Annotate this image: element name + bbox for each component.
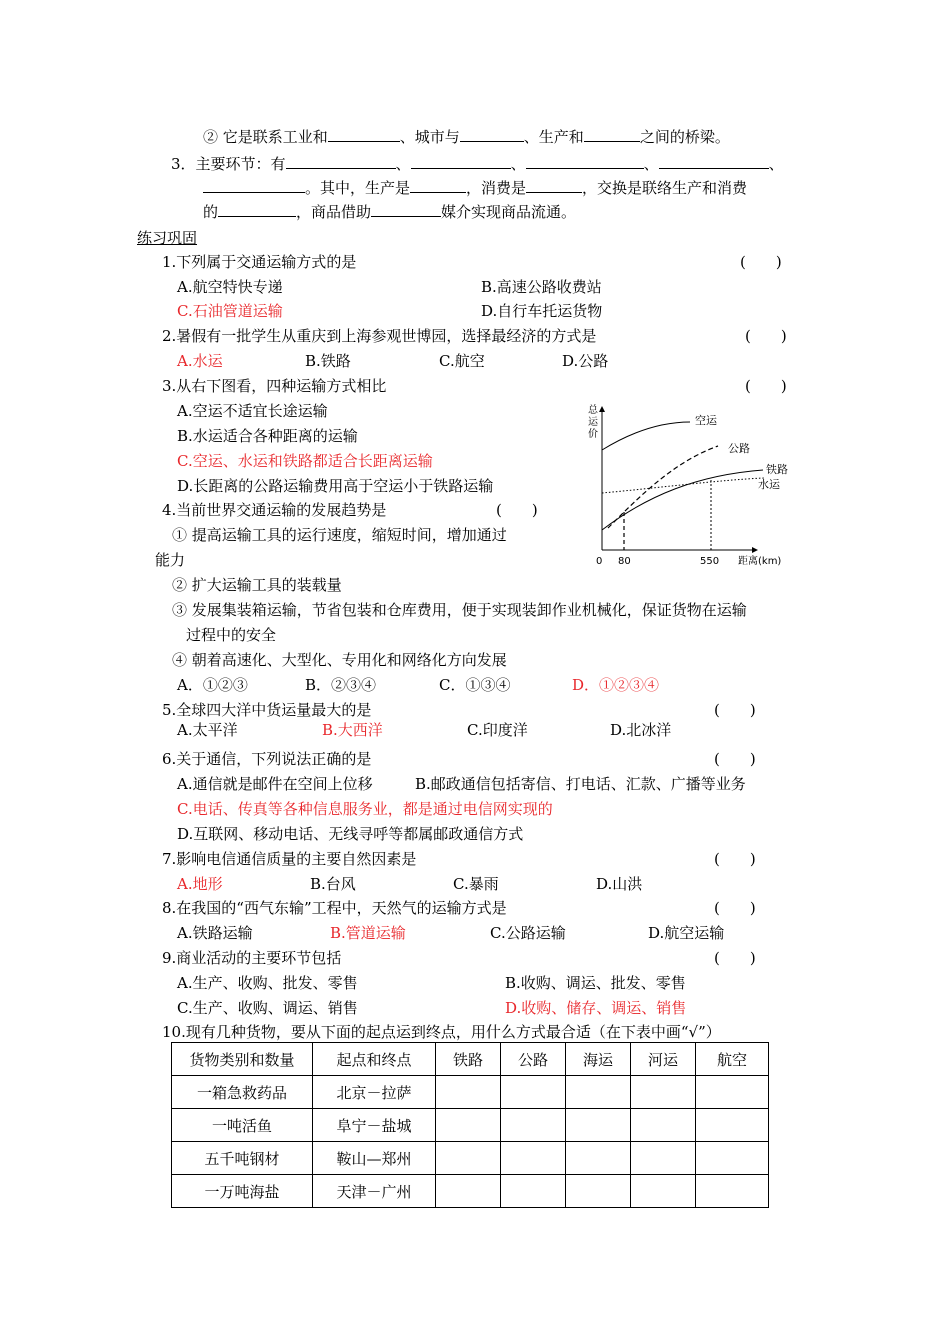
q3-option-a: A.空运不适宜长途运输 (177, 402, 328, 420)
check-cell[interactable] (501, 1076, 566, 1109)
q5-option-b: B.大西洋 (322, 721, 383, 739)
blank[interactable] (526, 154, 644, 169)
check-cell[interactable] (566, 1109, 631, 1142)
answer-paren[interactable]: ( ) (714, 949, 756, 967)
check-cell[interactable] (566, 1142, 631, 1175)
q5-option-d: D.北冰洋 (610, 721, 672, 739)
q4-option-a: A．①②③ (177, 676, 248, 694)
text: 。其中，生产是 (305, 179, 411, 197)
cargo-cell: 五千吨钢材 (172, 1142, 313, 1175)
check-cell[interactable] (436, 1076, 501, 1109)
q9-option-b: B.收购、调运、批发、零售 (505, 974, 686, 992)
q1-option-c: C.石油管道运输 (177, 302, 283, 320)
table-header: 货物类别和数量 (172, 1043, 313, 1076)
q6-option-d: D.互联网、移动电话、无线寻呼等都属邮政通信方式 (177, 825, 524, 843)
check-cell[interactable] (566, 1076, 631, 1109)
table-header: 航空 (696, 1043, 769, 1076)
blank[interactable] (371, 202, 441, 217)
q2-option-c: C.航空 (439, 352, 485, 370)
q7-stem: 7.影响电信通信质量的主要自然因素是 (162, 850, 417, 868)
blank[interactable] (286, 154, 396, 169)
check-cell[interactable] (566, 1175, 631, 1208)
section-title: 练习巩固 (137, 229, 198, 247)
chart-ylabel: 总 (588, 405, 598, 416)
check-cell[interactable] (696, 1175, 769, 1208)
intro-line-3: 3．主要环节：有 、 、 、 、 (171, 155, 784, 173)
check-cell[interactable] (696, 1076, 769, 1109)
q8-option-a: A.铁路运输 (177, 924, 253, 942)
series-rail-line (602, 470, 763, 530)
table-header: 铁路 (436, 1043, 501, 1076)
x-tick-80: 80 (618, 556, 631, 567)
q1-option-b: B.高速公路收费站 (481, 278, 602, 296)
answer-paren[interactable]: ( ) (740, 253, 782, 271)
blank[interactable] (328, 127, 400, 142)
q10-stem: 10.现有几种货物，要从下面的起点运到终点，用什么方式最合适（在下表中画“√”） (162, 1023, 721, 1041)
q1-option-d: D.自行车托运货物 (481, 302, 603, 320)
q3-option-c: C.空运、水运和铁路都适合长距离运输 (177, 452, 433, 470)
q3-option-d: D.长距离的公路运输费用高于空运小于铁路运输 (177, 477, 494, 495)
series-rail-label: 铁路 (766, 463, 788, 476)
answer-paren[interactable]: ( ) (714, 701, 756, 719)
table-row (172, 1142, 769, 1175)
q4-item-2: ② 扩大运输工具的装载量 (172, 576, 342, 594)
intro-line-4 (203, 178, 747, 198)
table-row (172, 1175, 769, 1208)
text: 、生产和 (523, 128, 584, 146)
check-cell[interactable] (501, 1175, 566, 1208)
check-cell[interactable] (631, 1076, 696, 1109)
answer-paren[interactable]: ( ) (745, 327, 787, 345)
q4-option-d: D．①②③④ (572, 676, 660, 694)
transport-table (171, 1042, 769, 1208)
answer-paren[interactable]: ( ) (714, 750, 756, 768)
route-cell: 鞍山—郑州 (313, 1142, 436, 1175)
table-header: 海运 (566, 1043, 631, 1076)
table-header: 公路 (501, 1043, 566, 1076)
answer-paren[interactable]: ( ) (714, 899, 756, 917)
q4-option-b: B．②③④ (305, 676, 377, 694)
chart-xlabel: 距离(km) (738, 556, 782, 567)
q4-item-1: ① 提高运输工具的运行速度，缩短时间，增加通过 (172, 526, 507, 544)
check-cell[interactable] (631, 1175, 696, 1208)
table-row (172, 1076, 769, 1109)
blank[interactable] (410, 178, 466, 193)
check-cell[interactable] (631, 1109, 696, 1142)
answer-paren[interactable]: ( ) (745, 377, 787, 395)
q3-option-b: B.水运适合各种距离的运输 (177, 427, 358, 445)
q5-option-a: A.太平洋 (177, 721, 238, 739)
q1-stem: 1.下列属于交通运输方式的是 (162, 253, 357, 271)
check-cell[interactable] (696, 1109, 769, 1142)
q2-option-d: D.公路 (562, 352, 609, 370)
q7-option-c: C.暴雨 (453, 875, 499, 893)
series-air-line (602, 422, 690, 450)
x-tick-550: 550 (700, 556, 720, 567)
q6-option-c: C.电话、传真等各种信息服务业，都是通过电信网实现的 (177, 800, 553, 818)
table-header: 起点和终点 (313, 1043, 436, 1076)
check-cell[interactable] (631, 1142, 696, 1175)
blank[interactable] (526, 178, 582, 193)
check-cell[interactable] (436, 1142, 501, 1175)
blank[interactable] (659, 154, 769, 169)
table-header: 河运 (631, 1043, 696, 1076)
q8-stem: 8.在我国的“西气东输”工程中，天然气的运输方式是 (162, 899, 507, 917)
blank[interactable] (584, 127, 640, 142)
text: 、城市与 (399, 128, 460, 146)
q4-item-1-cont: 能力 (155, 551, 186, 569)
cargo-cell: 一箱急救药品 (172, 1076, 313, 1109)
answer-paren[interactable]: ( ) (496, 501, 538, 519)
q7-option-d: D.山洪 (596, 875, 643, 893)
series-road-label: 公路 (728, 442, 750, 455)
cargo-cell: 一吨活鱼 (172, 1109, 313, 1142)
chart-ylabel: 运 (588, 417, 598, 428)
check-cell[interactable] (501, 1142, 566, 1175)
q3-stem: 3.从右下图看，四种运输方式相比 (162, 377, 387, 395)
q9-option-a: A.生产、收购、批发、零售 (177, 974, 358, 992)
route-cell: 天津－广州 (313, 1175, 436, 1208)
q8-option-d: D.航空运输 (648, 924, 725, 942)
cargo-cell: 一万吨海盐 (172, 1175, 313, 1208)
check-cell[interactable] (436, 1175, 501, 1208)
q2-option-b: B.铁路 (305, 352, 351, 370)
text: ② 它是联系工业和 (203, 128, 328, 146)
q1-option-a: A.航空特快专递 (177, 278, 283, 296)
blank[interactable] (218, 202, 296, 217)
text: ，消费是 (466, 179, 527, 197)
x-axis-arrow (752, 547, 758, 553)
q4-item-4: ④ 朝着高速化、大型化、专用化和网络化方向发展 (172, 651, 507, 669)
q9-option-d: D.收购、储存、调运、销售 (505, 999, 687, 1017)
transport-cost-chart (578, 400, 790, 572)
check-cell[interactable] (501, 1109, 566, 1142)
table-row (172, 1109, 769, 1142)
y-axis-arrow (599, 406, 605, 412)
q4-option-c: C．①③④ (439, 676, 511, 694)
q2-stem: 2.暑假有一批学生从重庆到上海参观世博园，选择最经济的方式是 (162, 327, 597, 345)
table-header-row (172, 1043, 769, 1076)
chart-ylabel: 价 (588, 429, 598, 440)
q2-option-a: A.水运 (177, 352, 223, 370)
text: 的 (203, 203, 219, 221)
blank[interactable] (460, 127, 524, 142)
route-cell: 北京－拉萨 (313, 1076, 436, 1109)
check-cell[interactable] (436, 1109, 501, 1142)
blank[interactable] (203, 178, 305, 193)
check-cell[interactable] (696, 1142, 769, 1175)
x-tick-0: 0 (596, 556, 603, 567)
q4-stem: 4.当前世界交通运输的发展趋势是 (162, 501, 387, 519)
q7-option-a: A.地形 (177, 875, 223, 893)
q6-option-b: B.邮政通信包括寄信、打电话、汇款、广播等业务 (415, 775, 746, 793)
series-air-label: 空运 (695, 414, 717, 427)
q7-option-b: B.台风 (310, 875, 356, 893)
text: ，交换是联络生产和消费 (582, 179, 748, 197)
q9-option-c: C.生产、收购、调运、销售 (177, 999, 358, 1017)
q5-option-c: C.印度洋 (467, 721, 528, 739)
intro-line-5 (203, 202, 576, 222)
intro-line-2 (203, 127, 730, 147)
q4-item-3: ③ 发展集装箱运输，节省包装和仓库费用，便于实现装卸作业机械化，保证货物在运输 (172, 601, 747, 619)
q8-option-b: B.管道运输 (330, 924, 406, 942)
q6-option-a: A.通信就是邮件在空间上位移 (177, 775, 373, 793)
answer-paren[interactable]: ( ) (714, 850, 756, 868)
text: 媒介实现商品流通。 (441, 203, 577, 221)
text: ，商品借助 (296, 203, 372, 221)
blank[interactable] (411, 154, 511, 169)
q6-stem: 6.关于通信，下列说法正确的是 (162, 750, 372, 768)
series-water-label: 水运 (758, 478, 780, 491)
q9-stem: 9.商业活动的主要环节包括 (162, 949, 342, 967)
q8-option-c: C.公路运输 (490, 924, 566, 942)
q5-stem: 5.全球四大洋中货运量最大的是 (162, 701, 372, 719)
text: 之间的桥梁。 (639, 128, 730, 146)
text: 3．主要环节：有 (171, 155, 286, 173)
route-cell: 阜宁－盐城 (313, 1109, 436, 1142)
q4-item-3-cont: 过程中的安全 (186, 626, 277, 644)
